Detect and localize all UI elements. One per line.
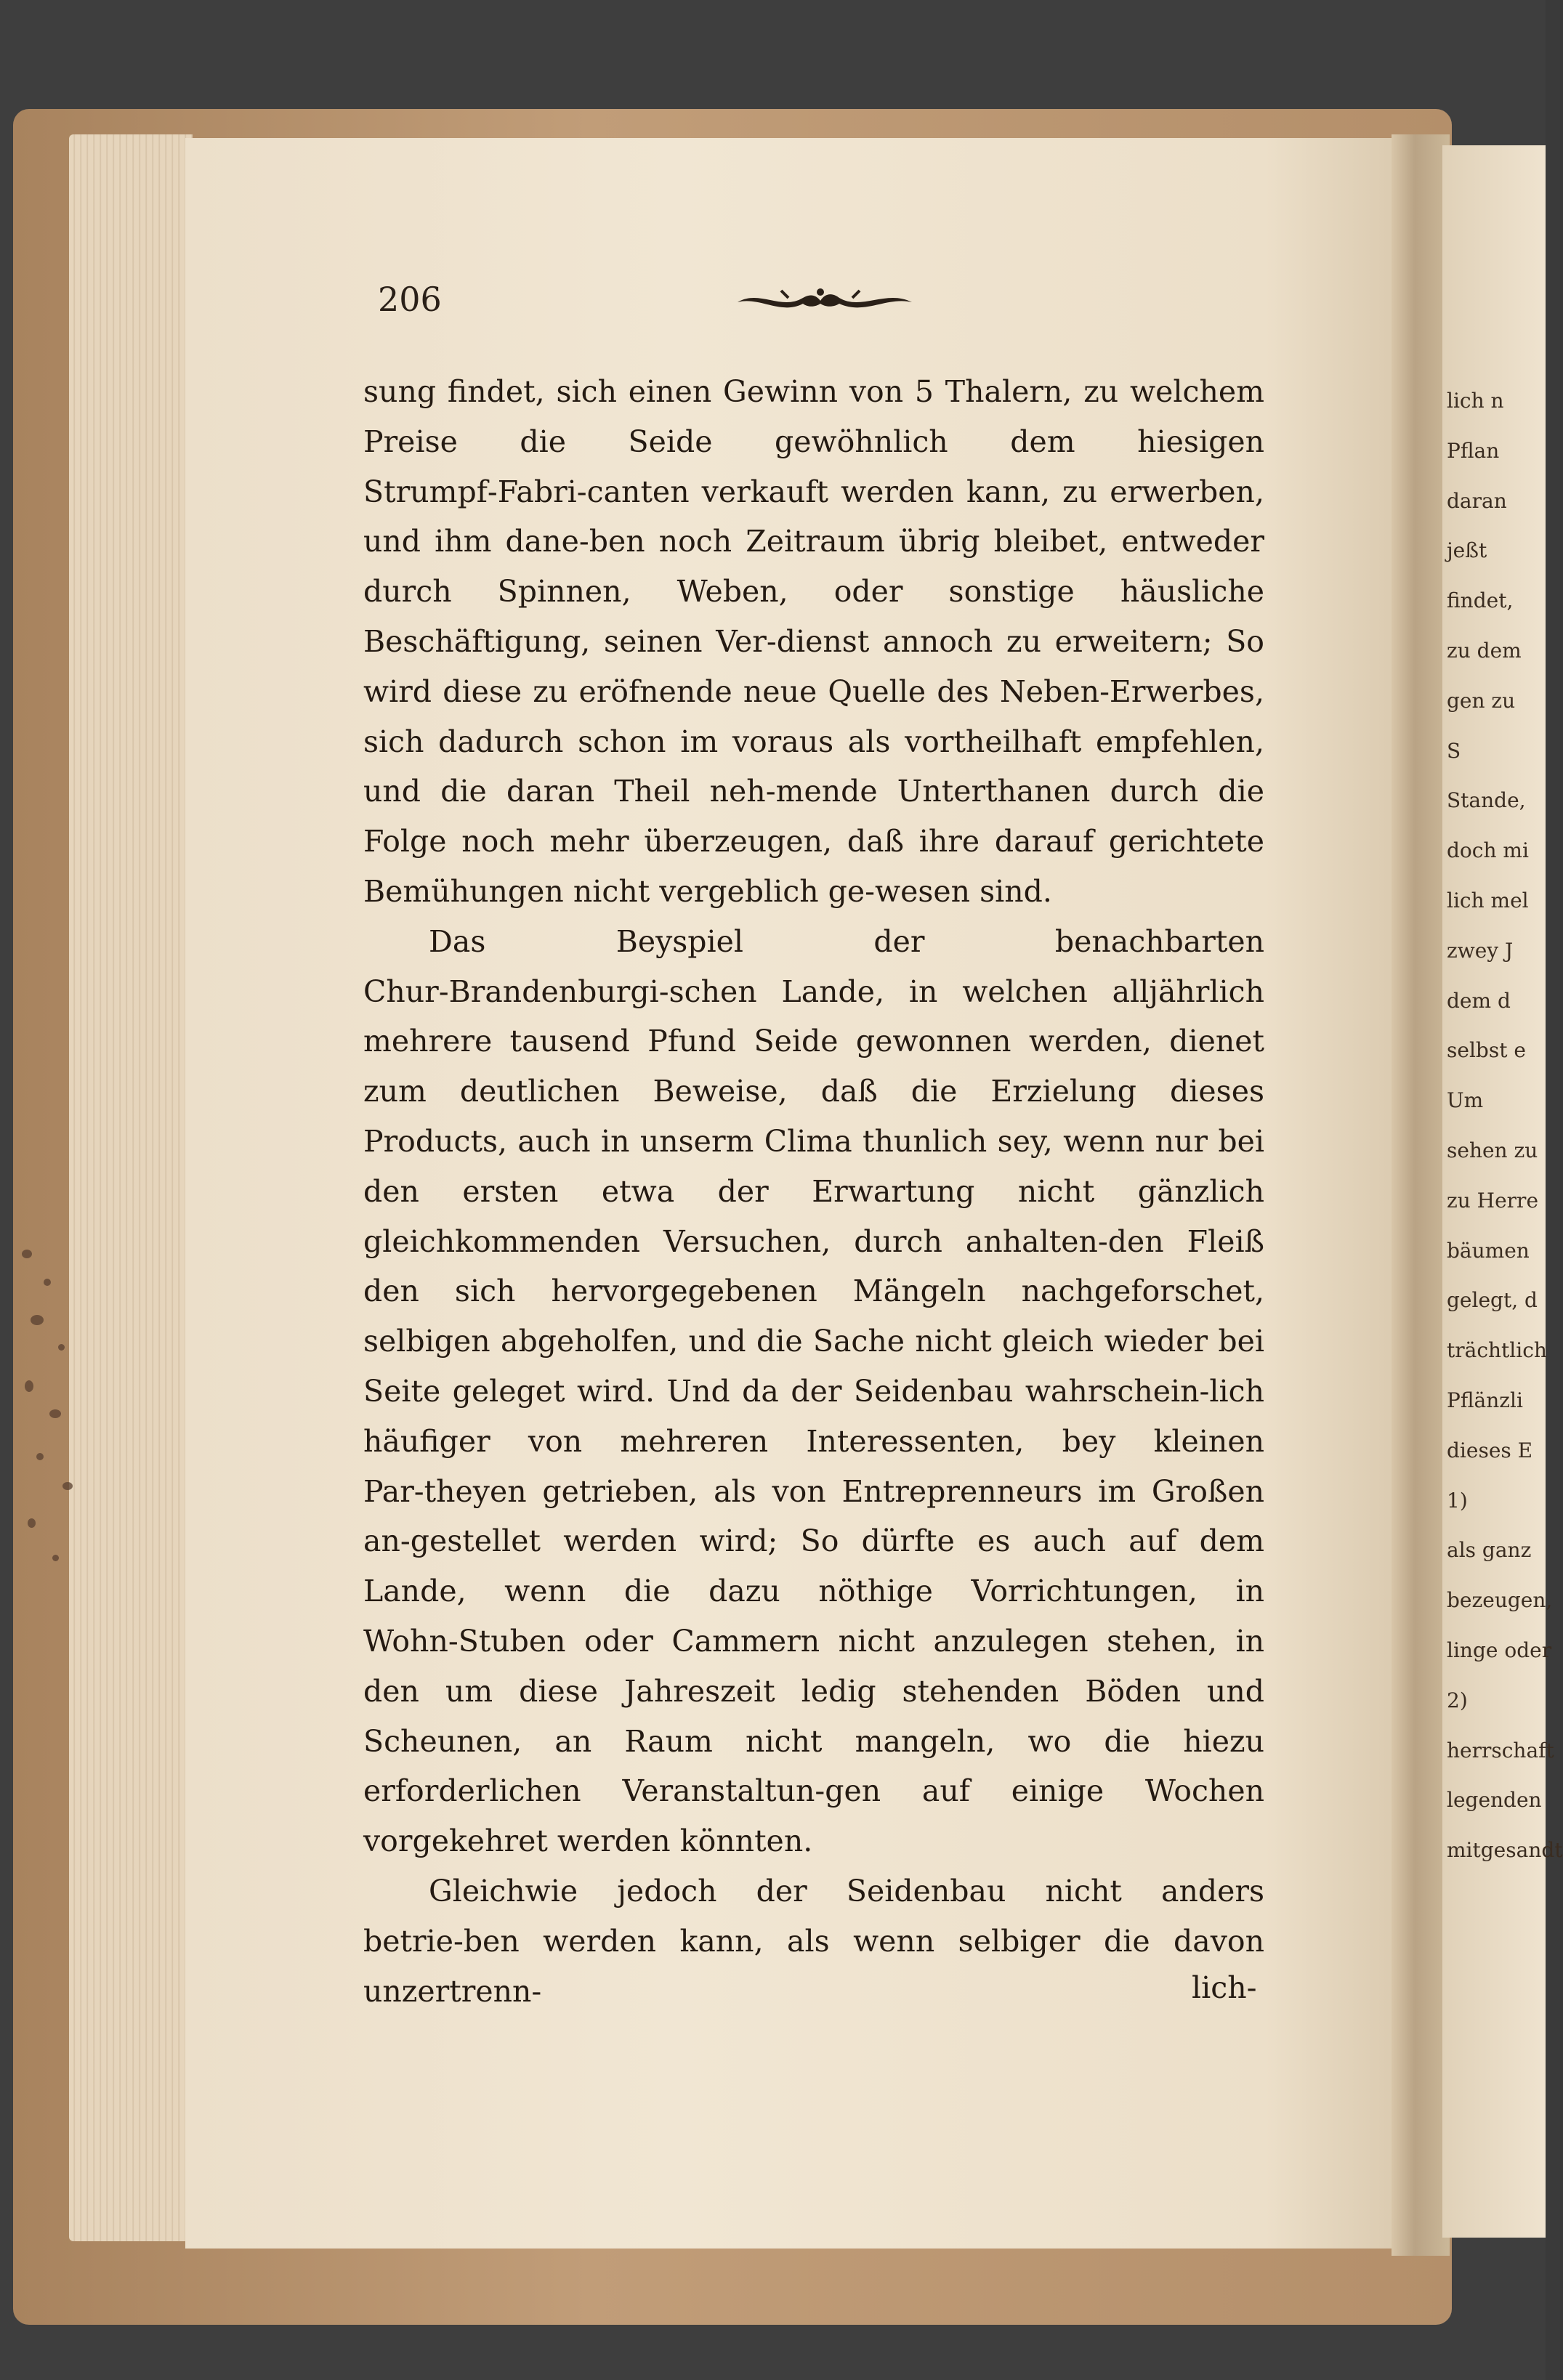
next-page-line: Um	[1447, 1088, 1484, 1113]
next-page-line: trächtlich	[1447, 1338, 1547, 1363]
paragraph-2: Das Beyspiel der benachbarten Chur‑Brandenburgi‑schen Lande, in welchen alljährlich mehrere tausend Pfund Seide gewonnen werden, dienet zum deutlichen Beweise, daß die Erzielung dieses Products, auch in unserm Clima thunlich sey, wenn nur bei den ersten etwa der Erwartung nicht gänzlich gleichkommenden Versuchen, durch anhalten‑den Fleiß den sich hervorgegebenen Mängeln nachgeforschet, selbigen abgeholfen, und die Sache nicht gleich wieder bei Seite geleget wird. Und da der Seidenbau wahrschein‑lich häufiger von mehreren Interessenten, bey kleinen Par‑theyen getrieben, als von Entreprenneurs im Großen an‑gestellet werden wird; So dürfte es auch auf dem Lande, wenn die dazu nöthige Vorrichtungen, in Wohn‑Stuben oder Cammern nicht anzulegen stehen, in den um diese Jahreszeit ledig stehenden Böden und Scheunen, an Raum nicht mangeln, wo die hiezu erforderlichen Veranstaltun‑gen auf einige Wochen vorgekehret werden könnten.	[363, 923, 1264, 1859]
page-edges	[69, 134, 193, 2241]
next-page-line: herrschaft	[1447, 1738, 1554, 1762]
next-page-line: 2)	[1447, 1688, 1468, 1712]
next-page-line: selbst e	[1447, 1038, 1526, 1063]
next-page-line: Pflan	[1447, 438, 1500, 463]
body-text	[363, 367, 1264, 2016]
next-page-line: gen zu	[1447, 688, 1516, 713]
next-page-line: zu dem	[1447, 638, 1522, 663]
next-page-fragment	[1442, 145, 1563, 2238]
next-page-line: Pflänzli	[1447, 1388, 1523, 1412]
foxing-stains	[15, 1235, 87, 1598]
next-page-line: lich n	[1447, 389, 1504, 413]
catchword: lich‑	[1192, 1970, 1257, 2005]
next-page-line: daran	[1447, 488, 1507, 513]
next-page-line: findet,	[1447, 588, 1514, 613]
ornament-icon	[730, 282, 919, 318]
paragraph-1: sung findet, sich einen Gewinn von 5 Thalern, zu welchem Preise die Seide gewöhnlich dem hiesigen Strumpf‑Fabri‑canten verkauft werden kann, zu erwerben, und ihm dane‑ben noch Zeitraum übrig bleibet, entweder durch Spinnen, Weben, oder sonstige häusliche Beschäftigung, seinen Ver‑dienst annoch zu erweitern; So wird diese zu eröfnende neue Quelle des Neben‑Erwerbes, sich dadurch schon im voraus als vortheilhaft empfehlen, und die daran Theil neh‑mende Unterthanen durch die Folge noch mehr überzeugen, daß ihre darauf gerichtete Bemühungen nicht vergeblich ge‑wesen sind.	[363, 374, 1264, 909]
next-page-line: mitgesandt	[1447, 1838, 1563, 1863]
next-page-line: gelegt, d	[1447, 1288, 1538, 1313]
book-gutter	[1392, 134, 1450, 2256]
next-page-line: dieses E	[1447, 1438, 1533, 1462]
next-page-line: jeßt	[1447, 538, 1487, 563]
page-number: 206	[378, 280, 442, 319]
next-page-line: 1)	[1447, 1488, 1468, 1513]
next-page-line: bezeugen,	[1447, 1588, 1553, 1613]
next-page-line: doch mi	[1447, 838, 1529, 863]
next-page-line: Stande,	[1447, 788, 1526, 813]
next-page-line: dem d	[1447, 988, 1511, 1013]
next-page-lines	[1447, 376, 1563, 1876]
next-page-line: S	[1447, 738, 1461, 763]
next-page-line: lich mel	[1447, 888, 1529, 912]
next-page-line: zu Herre	[1447, 1188, 1539, 1213]
next-page-line: linge oder	[1447, 1638, 1552, 1662]
next-page-line: sehen zu	[1447, 1138, 1538, 1162]
next-page-line: zwey J	[1447, 938, 1514, 963]
paragraph-3: Gleichwie jedoch der Seidenbau nicht anders betrie‑ben werden kann, als wenn selbiger die davon unzertrenn‑	[363, 1873, 1264, 2009]
next-page-line: legenden	[1447, 1788, 1542, 1813]
next-page-line: bäumen	[1447, 1238, 1530, 1263]
next-page-line: als ganz	[1447, 1538, 1532, 1563]
